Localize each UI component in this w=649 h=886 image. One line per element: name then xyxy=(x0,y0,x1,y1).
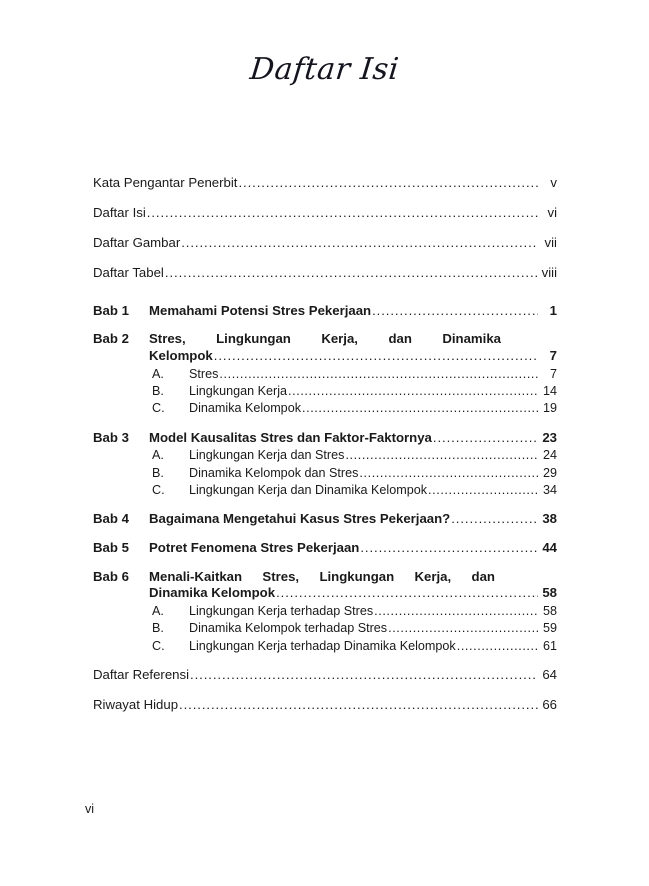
toc-entry-label: Daftar Referensi xyxy=(93,666,190,682)
chapter-title: Memahami Potensi Stres Pekerjaan xyxy=(149,302,372,318)
section-label: Stres xyxy=(189,367,219,382)
toc-entry-front[interactable] xyxy=(93,175,557,192)
front-matter-group xyxy=(93,175,557,282)
section-page: 58 xyxy=(542,604,557,619)
section-letter: A. xyxy=(152,604,164,619)
chapter-page: 58 xyxy=(542,585,557,601)
chapter-title: Bagaimana Mengetahui Kasus Stres Pekerjaan? xyxy=(149,510,451,526)
toc-chapter-5[interactable] xyxy=(93,540,557,557)
chapter-page: 38 xyxy=(542,510,557,526)
section-letter: B. xyxy=(152,465,164,480)
chapter-title-line2: Dinamika Kelompok xyxy=(149,585,276,601)
dot-leader xyxy=(288,383,538,399)
toc-entry-front[interactable] xyxy=(93,265,557,282)
chapter-page: 44 xyxy=(542,539,557,555)
section-label: Lingkungan Kerja dan Stres xyxy=(189,448,345,463)
section-group-3 xyxy=(93,447,557,497)
spacer xyxy=(93,528,557,540)
toc-entry-page: viii xyxy=(541,264,557,280)
toc-entry-label: Daftar Gambar xyxy=(93,234,181,250)
dot-leader xyxy=(302,400,538,416)
section-page: 14 xyxy=(542,384,557,399)
toc-entry-page: 64 xyxy=(542,666,557,682)
page-folio: vi xyxy=(85,802,95,816)
chapter-number: Bab 3 xyxy=(93,429,129,445)
chapter-page: 23 xyxy=(542,429,557,445)
dot-leader xyxy=(433,430,538,447)
toc-entry-label: Kata Pengantar Penerbit xyxy=(93,175,238,190)
toc-chapter-6[interactable] xyxy=(93,569,557,603)
section-page: 7 xyxy=(549,367,557,382)
section-page: 61 xyxy=(542,638,557,653)
toc-entry-page: v xyxy=(550,175,557,190)
spacer xyxy=(93,319,557,331)
section-letter: A. xyxy=(152,448,164,463)
section-label: Dinamika Kelompok dan Stres xyxy=(189,465,359,480)
spacer xyxy=(93,654,557,667)
toc-section[interactable] xyxy=(93,383,557,399)
toc-chapter-1[interactable] xyxy=(93,303,557,320)
section-page: 24 xyxy=(542,448,557,463)
toc-section[interactable] xyxy=(93,465,557,481)
dot-leader xyxy=(181,235,538,252)
section-letter: A. xyxy=(152,367,164,382)
section-group-2 xyxy=(93,366,557,416)
toc-section[interactable] xyxy=(93,620,557,636)
dot-leader xyxy=(428,482,538,498)
dot-leader xyxy=(179,697,538,714)
chapter-number: Bab 6 xyxy=(93,568,129,584)
section-group-6 xyxy=(93,603,557,653)
spacer xyxy=(93,417,557,430)
section-label: Dinamika Kelompok xyxy=(189,401,301,416)
toc-entry-page: vii xyxy=(544,234,557,250)
chapter-page: 1 xyxy=(549,302,557,318)
spacer xyxy=(93,498,557,511)
toc-chapter-2[interactable] xyxy=(93,331,557,365)
section-page: 59 xyxy=(542,621,557,636)
dot-leader xyxy=(165,265,538,282)
chapter-number: Bab 5 xyxy=(93,539,129,555)
section-label: Lingkungan Kerja dan Dinamika Kelompok xyxy=(189,482,428,497)
toc-chapter-3[interactable] xyxy=(93,430,557,447)
chapter-page: 7 xyxy=(549,348,557,364)
dot-leader xyxy=(374,603,538,619)
toc-section[interactable] xyxy=(93,638,557,654)
chapter-number: Bab 4 xyxy=(93,510,129,526)
dot-leader xyxy=(238,175,538,192)
dot-leader xyxy=(219,366,538,382)
dot-leader xyxy=(147,205,538,222)
toc-section[interactable] xyxy=(93,603,557,619)
toc-section[interactable] xyxy=(93,400,557,416)
toc-section[interactable] xyxy=(93,447,557,463)
toc-entry-back[interactable] xyxy=(93,697,557,714)
dot-leader xyxy=(214,348,538,365)
toc-entry-page: vi xyxy=(547,204,557,220)
dot-leader xyxy=(457,638,538,654)
section-label: Lingkungan Kerja terhadap Stres xyxy=(189,604,374,619)
dot-leader xyxy=(360,540,538,557)
toc-entry-back[interactable] xyxy=(93,667,557,684)
toc-entry-front[interactable] xyxy=(93,205,557,222)
section-letter: B. xyxy=(152,621,164,636)
dot-leader xyxy=(359,465,538,481)
spacer xyxy=(93,295,557,303)
dot-leader xyxy=(190,667,538,684)
chapter-title-line1: Menali-Kaitkan Stres, Lingkungan Kerja, dan xyxy=(149,568,495,584)
spacer xyxy=(93,557,557,569)
section-label: Lingkungan Kerja terhadap Dinamika Kelompok xyxy=(189,638,456,653)
section-page: 29 xyxy=(542,465,557,480)
chapter-title-line2: Kelompok xyxy=(149,348,213,364)
toc-section[interactable] xyxy=(93,482,557,498)
chapter-title-line1: Stres, Lingkungan Kerja, dan Dinamika xyxy=(149,331,501,347)
toc-entry-label: Daftar Isi xyxy=(93,204,146,220)
dot-leader xyxy=(276,585,538,602)
chapter-number: Bab 1 xyxy=(93,302,129,318)
dot-leader xyxy=(345,447,538,463)
section-letter: C. xyxy=(152,401,165,416)
chapter-title: Model Kausalitas Stres dan Faktor-Faktornya xyxy=(149,429,432,445)
section-letter: B. xyxy=(152,384,164,399)
chapter-number: Bab 2 xyxy=(93,331,129,347)
dot-leader xyxy=(388,620,538,636)
back-matter-group xyxy=(93,667,557,714)
section-label: Lingkungan Kerja xyxy=(189,384,288,399)
section-letter: C. xyxy=(152,638,165,653)
dot-leader xyxy=(451,511,538,528)
table-of-contents xyxy=(93,175,557,726)
toc-entry-front[interactable] xyxy=(93,235,557,252)
toc-section[interactable] xyxy=(93,366,557,382)
section-label: Dinamika Kelompok terhadap Stres xyxy=(189,621,388,636)
section-letter: C. xyxy=(152,482,165,497)
toc-entry-label: Riwayat Hidup xyxy=(93,696,179,712)
toc-entry-page: 66 xyxy=(542,696,557,712)
toc-entry-label: Daftar Tabel xyxy=(93,264,164,280)
dot-leader xyxy=(372,303,538,320)
section-page: 34 xyxy=(542,482,557,497)
section-page: 19 xyxy=(542,401,557,416)
page-title: Daftar Isi xyxy=(248,52,401,87)
toc-chapter-4[interactable] xyxy=(93,511,557,528)
chapter-title: Potret Fenomena Stres Pekerjaan xyxy=(149,539,360,555)
